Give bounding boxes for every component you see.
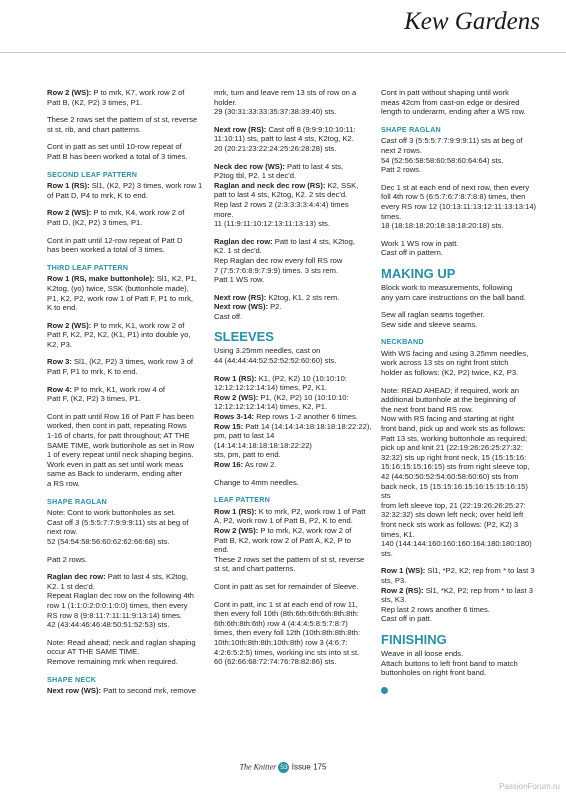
column-2 (214, 88, 372, 675)
text-line: Row 16: As row 2. (214, 460, 277, 469)
section-heading-leaf-pattern: LEAF PATTERN (214, 495, 271, 505)
text-line: Neck dec row (WS): Patt to last 4 sts, (214, 161, 344, 171)
paragraph (47, 572, 205, 630)
text-line: buttonholes on right front band. (381, 668, 487, 678)
paragraph (47, 321, 205, 350)
text-line: Patt B, K2, work row 2 of Patt A, K2, P to (214, 535, 352, 545)
text-line: Cast off in pattern. (381, 248, 443, 258)
text-line: Patt B, (K2, P2) 3 times, P1. (47, 97, 142, 107)
section-heading-shape-raglan-sleeve: SHAPE RAGLAN (381, 124, 441, 134)
text-line: sts. (381, 548, 393, 558)
text-line: Row 1 (WS): Sl1, *P2, K2; rep from * to last 3 (381, 566, 535, 576)
text-line: Note: Read ahead; neck and raglan shaping (47, 637, 196, 647)
text-line: next 2 rows. (381, 145, 422, 155)
text-line: pm, patt to last 14 (14:14:14:18:18:18:18:22:22) (214, 431, 312, 450)
text-line: Dec 1 st at each end of next row, then every (381, 182, 530, 192)
text-line: Sew side and sleeve seams. (381, 319, 478, 329)
text-line: 42 (44:50:50:52:54:60:58:60:60) sts from (381, 472, 519, 481)
text-line: 20 (20:21:23:22:24:25:26:28:28) sts. (214, 143, 337, 153)
text-line: mrk, turn and leave rem 13 sts of row on a (214, 88, 357, 97)
text-line: Cast off. (214, 311, 243, 321)
paragraph (214, 125, 372, 154)
text-line: 42 (43:44:46:46:48:50:51:52:53) sts. (47, 620, 170, 630)
paragraph (47, 274, 205, 312)
paragraph (47, 555, 205, 565)
text-line: has been worked a total of 3 times. (47, 245, 165, 255)
text-line: every RS row 12 (10:13:11:13:12:11:13:13:14) (381, 201, 537, 211)
text-line: K2. 1 st dec'd. (214, 246, 262, 256)
text-line: Cont in patt as set until 10-row repeat of (47, 142, 182, 152)
text-line: Cont in patt until Row 16 of Patt F has been (47, 411, 194, 421)
paragraph (214, 478, 372, 488)
text-line: st st, rib, and chart patterns. (47, 124, 142, 134)
text-line: Rep last 2 rows 2 (2:3:3:3:3:4:4:4) times (214, 199, 349, 209)
text-line: 12:12:12:12:14:14) times, K2, P1. (214, 402, 328, 412)
text-line: Using 3.25mm needles, cast on (214, 346, 321, 356)
page-footer (0, 762, 566, 773)
text-line: 15:16:15:15:16:15) sts from right sleeve top, (381, 462, 530, 472)
text-line: pick up and knit 21 (22:19:26:26:25:27:32: (381, 443, 523, 453)
text-line: Cont in patt without shaping until work (381, 88, 509, 97)
text-line: Cont in patt, inc 1 st at each end of row 11, (214, 599, 358, 609)
text-line: 1-16 of charts, for patt throughout; AT THE (47, 431, 190, 441)
paragraph (47, 686, 205, 696)
text-line: st st, and chart patterns. (214, 564, 296, 574)
paragraph (381, 386, 539, 559)
page-number: 53 (280, 764, 288, 771)
paragraph (47, 88, 205, 107)
text-line: Rep last 2 rows another 6 times. (381, 604, 490, 614)
watermark: PassionForum.ru (499, 782, 560, 791)
text-line: Repeat Raglan dec row on the following 4th (47, 591, 194, 601)
text-line: Note: READ AHEAD; if required, work an (381, 385, 520, 395)
column-3 (381, 88, 539, 695)
text-line: These 2 rows set the pattern of st st, reverse (47, 115, 198, 125)
text-line: Patt 2 rows. (381, 165, 422, 175)
text-line: 52 (54:54:58:56:60:62:62:66:68) sts. (47, 536, 170, 546)
text-line: then every foll 10th (8th:6th:6th:6th:8th:8th: (214, 609, 359, 619)
text-line: K to end. (47, 303, 78, 313)
text-line: front band, pick up and work sts as follows: (381, 424, 526, 434)
text-line: Patt 13 sts, working buttonhole as required; (381, 433, 528, 443)
paragraph (381, 88, 539, 117)
page-title: Kew Gardens (404, 8, 540, 35)
text-line: Row 2 (WS): P to mrk, K7, work row 2 of (47, 88, 185, 97)
text-line: 60 (62:66:68:72:74:76:78:82:86) sts. (214, 657, 337, 667)
text-line: Next row (RS): K2tog, K1. 2 sts rem. (214, 292, 340, 302)
section-heading-sleeves: SLEEVES (214, 329, 274, 345)
text-line: Patt D, (K2, P2) 3 times, P1. (47, 217, 143, 227)
paragraph (47, 638, 205, 667)
section-heading-shape-neck: SHAPE NECK (47, 674, 97, 684)
text-line: K2tog, (yo) twice, SSK (buttonhole made), (47, 283, 189, 293)
text-line: Next row (WS): Patt to second mrk, remove (47, 686, 196, 696)
text-line: These 2 rows set the pattern of st st, reverse (214, 554, 365, 564)
text-line: Change to 4mm needles. (214, 477, 299, 487)
text-line: worked, then cont in patt, repeating Rows (47, 421, 187, 431)
text-line: 12:12:12:12:14:14) times, P2, K1. (214, 383, 328, 393)
text-line: holder. (214, 97, 237, 107)
text-line: back neck, 15 (15:15:16:15:16:15:15:16:15) sts (381, 481, 528, 501)
text-line: 54 (52:56:58:58:60:58:60:64:64) sts. (381, 155, 504, 165)
text-line: sts, pm, patt to end. (214, 450, 281, 460)
text-line: Row 4: P to mrk, K1, work row 4 of (47, 384, 166, 394)
text-line: 18 (18:18:18:20:18:18:18:20:18) sts. (381, 221, 504, 231)
paragraph (214, 374, 372, 470)
text-line: Block work to measurements, following (381, 282, 513, 292)
paragraph (47, 357, 205, 376)
text-line: 1 of every repeat until neck shaping begins. (47, 450, 194, 460)
text-line: next row. (47, 527, 78, 537)
header-divider (0, 52, 566, 53)
text-line: Patt F, K2, P2, K2, (K1, P1) into double yo, (47, 330, 191, 340)
text-line: 11 (11:9:11:10:12:13:11:13:13) sts. (214, 219, 330, 229)
text-line: Row 1 (RS): Sl1, (K2, P2) 3 times, work row 1 (47, 181, 203, 191)
paragraph (381, 310, 539, 329)
text-line: SAME TIME, work buttonhole as set in Row (47, 440, 195, 450)
text-line: 140 (144:144:160:160:160:164:180:180:180) (381, 539, 532, 549)
paragraph (214, 293, 372, 322)
text-line: 29 (30:31:33:33:35:37:38:39:40) sts. (214, 107, 337, 117)
text-line: from left sleeve top, 21 (22:19:26:26:25:27: (381, 500, 526, 510)
text-line: 7 (7:5:7:6:8:9:7:9:9) times. 3 sts rem. (214, 265, 339, 275)
text-line: Row 2 (RS): Sl1, *K2, P2; rep from * to last 3 (381, 585, 533, 595)
paragraph (47, 181, 205, 200)
text-line: work across 13 sts on right front stitch (381, 358, 509, 368)
text-line: Rows 3-14: Rep rows 1-2 another 6 times. (214, 412, 358, 422)
text-line: Raglan dec row: Patt to last 4 sts, K2tog, (214, 236, 355, 246)
text-line: Remove remaining mrk when required. (47, 656, 178, 666)
section-heading-finishing: FINISHING (381, 631, 447, 647)
section-heading-third-leaf: THIRD LEAF PATTERN (47, 262, 129, 272)
paragraph (47, 115, 205, 134)
paragraph (381, 649, 539, 678)
text-line: Row 1 (RS): K1, (P2, K2) 10 (10:10:10: (214, 373, 347, 383)
text-line: end. (214, 545, 229, 555)
text-line: of Patt D, P4 to mrk, K to end. (47, 190, 148, 200)
paragraph (381, 283, 539, 302)
paragraph (381, 349, 539, 378)
footer-magazine: The Knitter (239, 762, 277, 772)
text-line: RS row 8 (9:8:11:7:11:11:9:13:14) times. (47, 610, 183, 620)
paragraph (47, 142, 205, 161)
text-line: P1, K2, P2, work row 1 of Patt F, P1 to mrk, (47, 293, 194, 303)
text-line: Raglan dec row: Patt to last 4 sts, K2tog, (47, 572, 188, 582)
text-line: Row 2 (WS): P1, (K2, P2) 10 (10:10:10: (214, 392, 349, 402)
text-line: patt to last 4 sts, K2tog, K2. 2 sts dec'd. (214, 190, 348, 200)
text-line: times. (381, 211, 402, 221)
section-heading-making-up: MAKING UP (381, 265, 456, 281)
text-line: Patt 1 WS row. (214, 275, 265, 285)
paragraph (47, 508, 205, 546)
text-line: 4:2:6:5:2:5) times, working inc sts into st st. (214, 647, 360, 657)
column-1 (47, 88, 205, 704)
text-line: Row 15: Patt 14 (14:14:14:18:18:18:18:22:22), (214, 421, 372, 431)
text-line: 32:32:32) sts down left neck; over held left (381, 510, 524, 520)
end-mark-icon (381, 687, 388, 694)
paragraph (381, 136, 539, 174)
text-line: Cont in patt as set for remainder of Sleeve. (214, 581, 359, 591)
paragraph (381, 566, 539, 624)
text-line: any yarn care instructions on the ball band. (381, 292, 526, 302)
text-line: Cont in patt until 12-row repeat of Patt D (47, 235, 183, 245)
text-line: a RS row. (47, 479, 80, 488)
text-line: 11:10:11) sts, patt to last 4 sts, K2tog, K2. (214, 134, 354, 144)
text-line: Next row (RS): Cast off 8 (9:9:9:10:10:11: (214, 124, 356, 134)
text-line: the next front band RS row. (381, 404, 474, 414)
text-line: 10th:10th:8th:8th:10th:8th) row 3 (4:6:7: (214, 637, 348, 647)
text-line: Now with RS facing and starting at right (381, 414, 514, 424)
text-line: Work 1 WS row in patt. (381, 238, 459, 248)
text-line: 6th:6th:8th:6th) row 4 (4:4:4:5:8:5:7:8:7) (214, 618, 348, 628)
text-line: row 1 (1:1:0:2:0:0:1:0:0) times, then every (47, 600, 188, 610)
text-line: Row 2 (WS): P to mrk, K4, work row 2 of (47, 208, 185, 218)
paragraph (214, 237, 372, 285)
text-line: Patt F, P1 to mrk, K to end. (47, 367, 138, 377)
text-line: Work even in patt as set until work meas (47, 459, 184, 469)
text-line: Note: Cont to work buttonholes as set. (47, 508, 176, 518)
text-line: more. (214, 209, 234, 219)
section-heading-shape-raglan: SHAPE RAGLAN (47, 496, 107, 506)
paragraph (214, 582, 372, 592)
text-line: sts, K3. (381, 595, 407, 605)
paragraph (214, 600, 372, 667)
text-line: Row 1 (RS, make buttonhole): Sl1, K2, P1, (47, 274, 197, 284)
text-line: 44 (44:44:44:52:52:52:52:60:60) sts. (214, 356, 337, 366)
text-line: Row 1 (RS): K to mrk, P2, work row 1 of Patt (214, 506, 366, 516)
text-line: Raglan and neck dec row (RS): K2, SSK, (214, 180, 359, 190)
footer-issue: Issue 175 (291, 762, 327, 772)
paragraph (381, 239, 539, 258)
paragraph (381, 183, 539, 231)
text-line: Cast off in patt. (381, 614, 432, 624)
paragraph (47, 208, 205, 227)
paragraph (47, 385, 205, 404)
section-heading-second-leaf: SECOND LEAF PATTERN (47, 169, 138, 179)
section-heading-neckband: NECKBAND (381, 337, 424, 347)
paragraph (214, 346, 372, 365)
text-line: A, P2, work row 1 of Patt B, P2, K to end. (214, 516, 353, 526)
text-line: With WS facing and using 3.25mm needles, (381, 348, 529, 358)
text-line: Row 3: Sl1, (K2, P2) 3 times, work row 3 of (47, 357, 194, 367)
text-line: occur AT THE SAME TIME. (47, 647, 140, 657)
text-line: K2. 1 st dec'd. (47, 581, 95, 591)
paragraph (214, 162, 372, 229)
text-line: Next row (WS): P2. (214, 302, 282, 312)
text-line: Patt B has been worked a total of 3 times. (47, 151, 188, 161)
text-line: times, then every foll 12th (10th:8th:8th:8th: (214, 628, 361, 638)
paragraph (47, 236, 205, 255)
text-line: additional buttonhole at the beginning of (381, 395, 516, 405)
text-line: sts, P3. (381, 575, 407, 585)
paragraph (47, 412, 205, 489)
text-line: Cast off 3 (5:5:5:7:7:9:9:9:11) sts at beg of (47, 517, 189, 527)
text-line: length to underarm, ending after a WS row. (381, 107, 526, 117)
text-line: Cast off 3 (5:5:5:7:7:9:9:9:11) sts at beg of (381, 136, 523, 146)
text-line: meas 42cm from cast-on edge or desired (381, 97, 520, 107)
text-line: times, K1. (381, 529, 415, 539)
text-line: Patt 2 rows. (47, 554, 88, 564)
text-line: K2, P3. (47, 339, 72, 349)
text-line: 32:32) sts up right front neck, 15 (15:15:16: (381, 452, 527, 462)
text-line: Sew all raglan seams together. (381, 310, 485, 320)
text-line: Weave in all loose ends. (381, 648, 464, 658)
text-line: same as Back to underarm, ending after (47, 469, 183, 479)
text-line: P2tog tbl, P2. 1 st dec'd. (214, 171, 297, 181)
paragraph (214, 507, 372, 574)
text-line: Patt F, (K2, P2) 3 times, P1. (47, 394, 141, 404)
text-line: Row 2 (WS): P to mrk, K1, work row 2 of (47, 320, 185, 330)
text-line: holder as follows: (K2, P2) twice, K2, P3. (381, 368, 519, 378)
text-line: front neck sts work as follows: (P2, K2) 3 (381, 519, 519, 529)
text-line: Row 2 (WS): P to mrk, K2, work row 2 of (214, 525, 352, 535)
text-line: foll 4th row 5 (6:5:7:6:7:8:7:8:8) times, then (381, 192, 526, 202)
paragraph (214, 88, 372, 117)
text-line: Attach buttons to left front band to match (381, 658, 518, 668)
text-line: Rep Raglan dec row every foll RS row (214, 255, 343, 265)
